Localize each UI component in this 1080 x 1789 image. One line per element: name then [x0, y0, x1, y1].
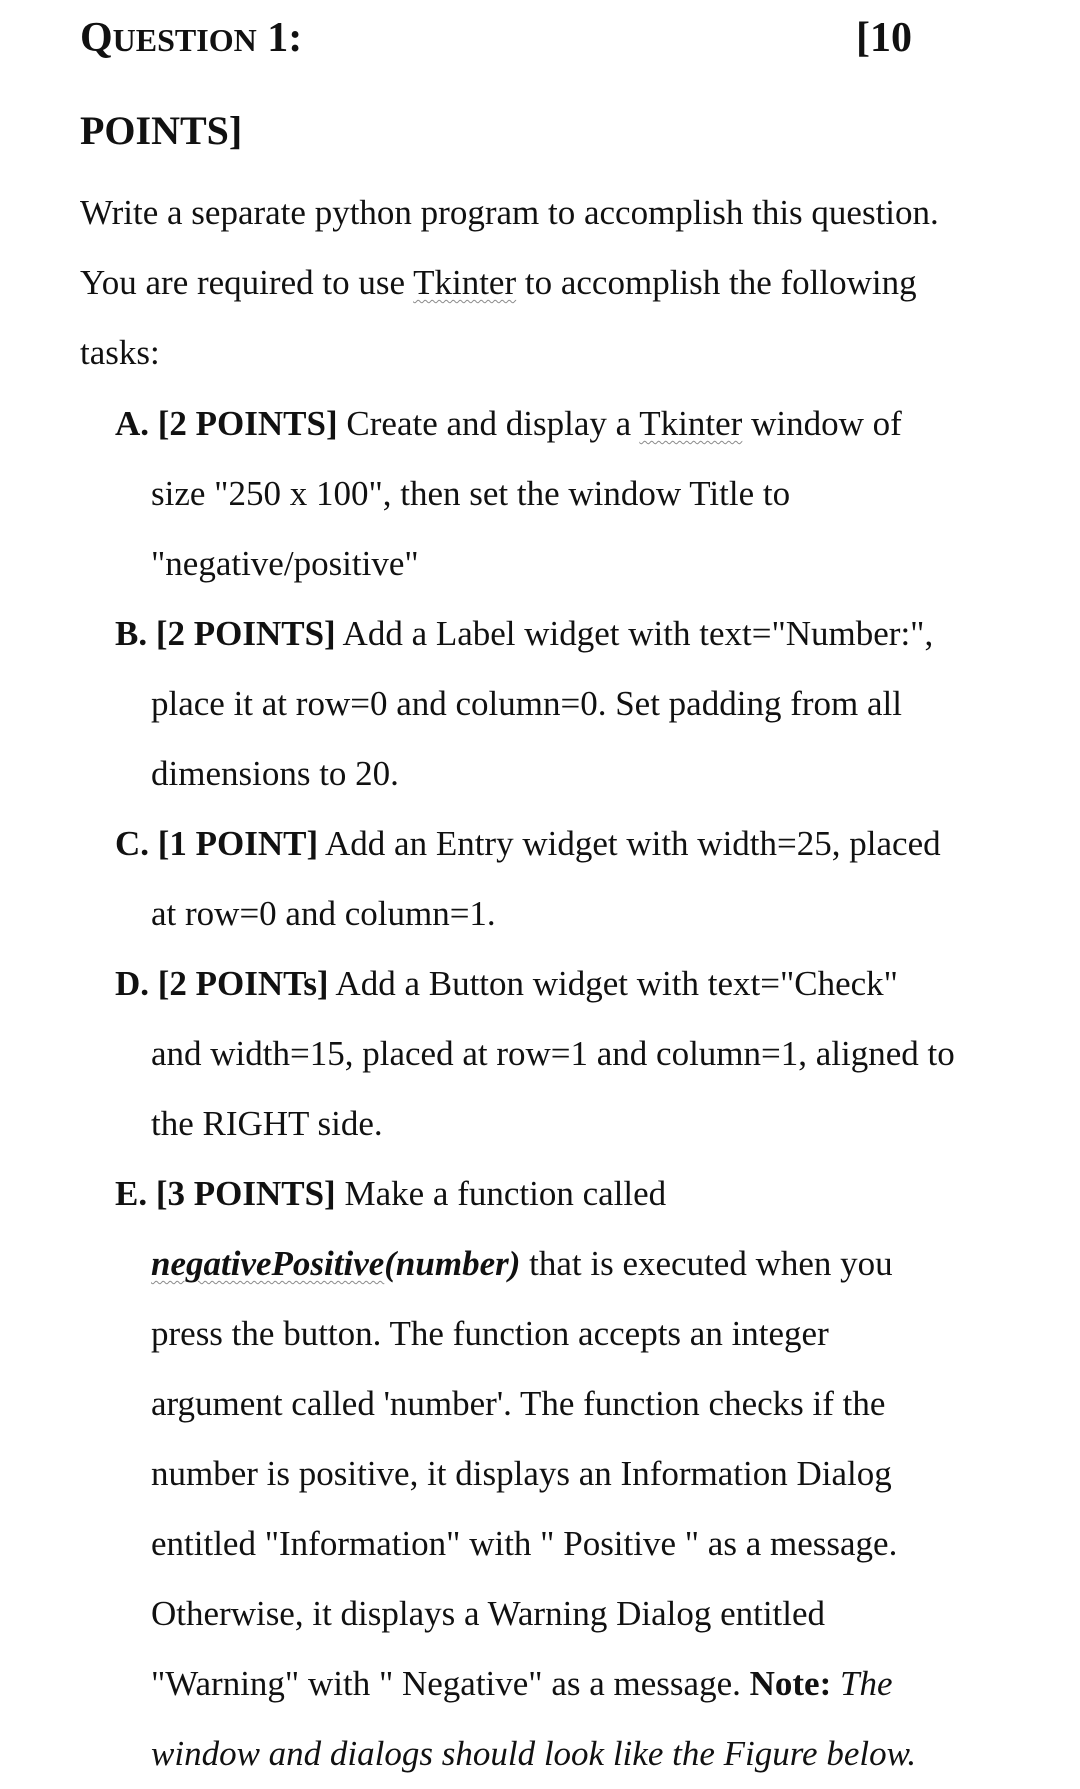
- task-a-line-3: "negative/positive": [151, 544, 419, 583]
- function-args: (number): [384, 1244, 521, 1283]
- question-heading: [80, 14, 1000, 74]
- task-b: [115, 599, 1005, 809]
- task-e-line-1: E. [3 POINTS] Make a function called: [115, 1174, 667, 1213]
- task-e-line-8: "Warning" with " Negative" as a message. Note: The: [151, 1664, 893, 1703]
- function-name: negativePositive: [151, 1244, 385, 1283]
- task-a-line-2: size "250 x 100", then set the window Title to: [151, 474, 791, 513]
- question-points-close: POINTS]: [80, 108, 243, 153]
- task-a-label: A. [2 POINTS]: [115, 404, 338, 443]
- tkinter-word: Tkinter: [413, 263, 517, 302]
- task-d-label: D. [2 POINTs]: [115, 964, 329, 1003]
- task-d-line-1: D. [2 POINTs] Add a Button widget with text="Check": [115, 964, 898, 1003]
- task-c-line-2: at row=0 and column=1.: [151, 894, 496, 933]
- task-b-line-1: B. [2 POINTS] Add a Label widget with text="Number:",: [115, 614, 934, 653]
- task-c-line-1: C. [1 POINT] Add an Entry widget with width=25, placed: [115, 824, 941, 863]
- task-a-line-1: A. [2 POINTS] Create and display a Tkinter window of: [115, 404, 902, 443]
- tkinter-word: Tkinter: [639, 404, 743, 443]
- task-e-line-6: entitled "Information" with " Positive " as a message.: [151, 1524, 898, 1563]
- task-e-line-2: negativePositive(number) that is executed when you: [151, 1244, 893, 1283]
- task-e-line-7: Otherwise, it displays a Warning Dialog entitled: [151, 1594, 826, 1633]
- intro-line-1: Write a separate python program to accomplish this question.: [80, 193, 939, 232]
- task-e-line-5: number is positive, it displays an Information Dialog: [151, 1454, 892, 1493]
- question-title-rest: UESTION: [112, 22, 257, 58]
- task-d-line-2: and width=15, placed at row=1 and column=1, aligned to: [151, 1034, 955, 1073]
- question-title: [80, 14, 302, 62]
- task-e-line-9: window and dialogs should look like the Figure below.: [151, 1734, 917, 1773]
- question-title-initial: Q: [80, 15, 113, 61]
- intro-line-3: tasks:: [80, 333, 160, 372]
- task-b-label: B. [2 POINTS]: [115, 614, 336, 653]
- task-e-label: E. [3 POINTS]: [115, 1174, 336, 1213]
- task-e-line-4: argument called 'number'. The function checks if the: [151, 1384, 886, 1423]
- task-e: [115, 1159, 1005, 1789]
- task-c: [115, 809, 1005, 949]
- task-e-line-3: press the button. The function accepts an integer: [151, 1314, 829, 1353]
- task-b-line-2: place it at row=0 and column=0. Set padding from all: [151, 684, 902, 723]
- note-label: Note:: [749, 1664, 832, 1703]
- task-b-line-3: dimensions to 20.: [151, 754, 399, 793]
- question-points-open: [10: [856, 15, 912, 61]
- task-d-line-3: the RIGHT side.: [151, 1104, 383, 1143]
- task-d: [115, 949, 1005, 1159]
- task-c-label: C. [1 POINT]: [115, 824, 319, 863]
- task-a: [115, 389, 1005, 599]
- question-number: 1:: [267, 15, 303, 61]
- intro-line-2: You are required to use Tkinter to accomplish the following: [80, 263, 917, 302]
- intro-paragraph: [80, 178, 1000, 388]
